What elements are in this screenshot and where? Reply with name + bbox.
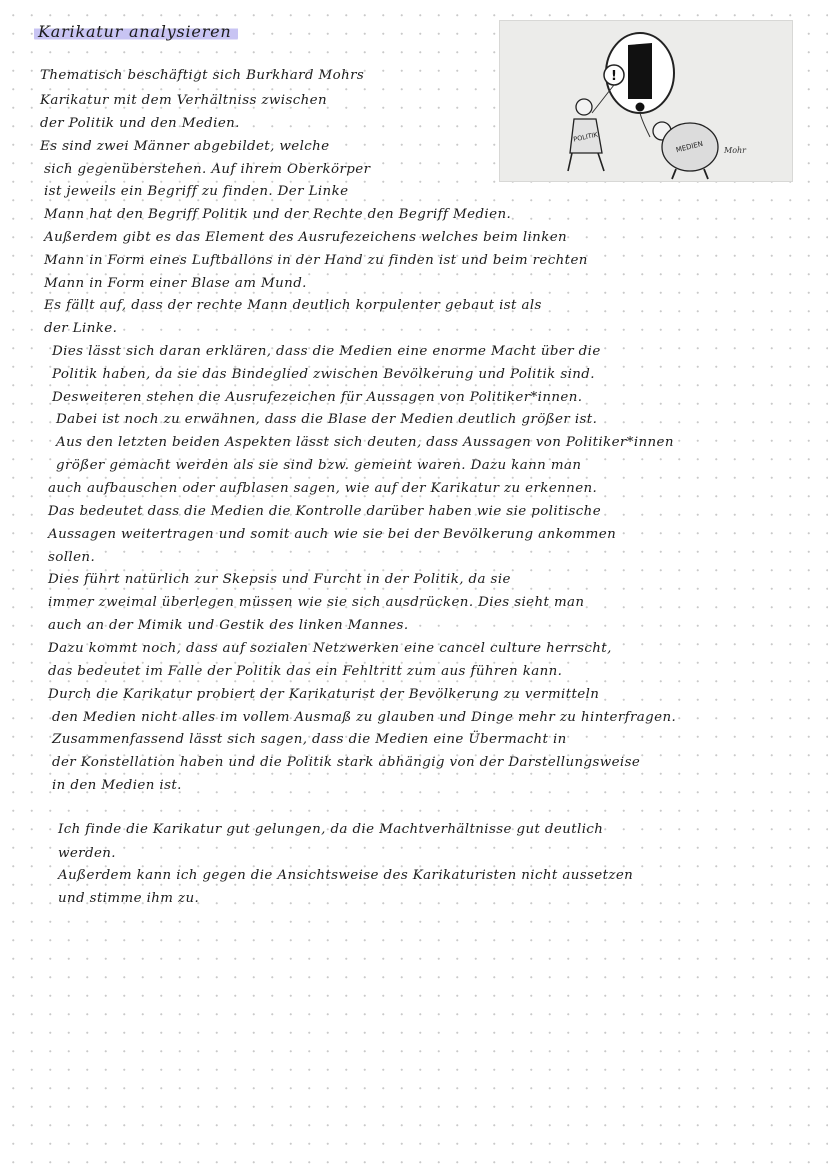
text-line: Es fällt auf, dass der rechte Mann deutlich korpulenter gebaut ist als <box>44 298 542 313</box>
text-line: Mann in Form einer Blase am Mund. <box>44 276 307 291</box>
text-line: werden. <box>58 846 116 861</box>
label-medien: MEDIEN <box>675 139 704 155</box>
text-line: auch aufbauschen oder aufblasen sagen, wie auf der Karikatur zu erkennen. <box>48 481 598 496</box>
text-line: sich gegenüberstehen. Auf ihrem Oberkörper <box>44 162 371 177</box>
text-line: größer gemacht werden als sie sind bzw. gemeint waren. Dazu kann man <box>56 458 582 473</box>
text-line: Desweiteren stehen die Ausrufezeichen für Aussagen von Politiker*innen. <box>52 390 583 405</box>
text-line: der Konstellation haben und die Politik stark abhängig von der Darstellungsweise <box>52 755 641 770</box>
text-line: Mann hat den Begriff Politik und der Rechte den Begriff Medien. <box>44 207 512 222</box>
text-line: das bedeutet im Falle der Politik das ein Fehltritt zum aus führen kann. <box>48 664 563 679</box>
text-line: Aussagen weitertragen und somit auch wie sie bei der Bevölkerung ankommen <box>48 527 617 542</box>
caricature-drawing <box>500 21 792 181</box>
caricature-image <box>499 20 793 182</box>
text-line: Aus den letzten beiden Aspekten lässt sich deuten, dass Aussagen von Politiker*innen <box>56 435 674 450</box>
text-line: in den Medien ist. <box>52 778 182 793</box>
svg-text:!: ! <box>611 69 617 84</box>
text-line: Dies lässt sich daran erklären, dass die Medien eine enorme Macht über die <box>52 344 601 359</box>
label-politik: POLITIK <box>572 130 599 144</box>
text-line: Thematisch beschäftigt sich Burkhard Mohrs <box>40 68 365 83</box>
text-line: Dies führt natürlich zur Skepsis und Furcht in der Politik, da sie <box>48 572 511 587</box>
text-line: Durch die Karikatur probiert der Karikaturist der Bevölkerung zu vermitteln <box>48 687 600 702</box>
text-line: Außerdem kann ich gegen die Ansichtsweise des Karikaturisten nicht aussetzen <box>58 868 634 883</box>
text-line: ist jeweils ein Begriff zu finden. Der Linke <box>44 184 349 199</box>
text-line: auch an der Mimik und Gestik des linken Mannes. <box>48 618 409 633</box>
text-line: Das bedeutet dass die Medien die Kontrolle darüber haben wie sie politische <box>48 504 602 519</box>
page-title: Karikatur analysieren <box>34 22 238 41</box>
text-line: Mann in Form eines Luftballons in der Hand zu finden ist und beim rechten <box>44 253 588 268</box>
text-line: Ich finde die Karikatur gut gelungen, da die Machtverhältnisse gut deutlich <box>58 822 604 837</box>
text-line: der Linke. <box>44 321 118 336</box>
text-line: Karikatur mit dem Verhältniss zwischen <box>40 93 327 108</box>
text-line: Außerdem gibt es das Element des Ausrufezeichens welches beim linken <box>44 230 568 245</box>
text-line: immer zweimal überlegen müssen wie sie sich ausdrücken. Dies sieht man <box>48 595 585 610</box>
text-line: der Politik und den Medien. <box>40 116 240 131</box>
text-line: und stimme ihm zu. <box>58 891 200 906</box>
text-line: Es sind zwei Männer abgebildet, welche <box>40 139 330 154</box>
text-line: Dazu kommt noch, dass auf sozialen Netzwerken eine cancel culture herrscht, <box>48 641 612 656</box>
text-line: den Medien nicht alles im vollem Ausmaß zu glauben und Dinge mehr zu hinterfragen. <box>52 710 677 725</box>
artist-signature: Mohr <box>724 146 746 155</box>
text-line: Dabei ist noch zu erwähnen, dass die Blase der Medien deutlich größer ist. <box>56 412 598 427</box>
text-line: Zusammenfassend lässt sich sagen, dass die Medien eine Übermacht in <box>52 732 567 747</box>
text-line: Politik haben, da sie das Bindeglied zwischen Bevölkerung und Politik sind. <box>52 367 595 382</box>
text-line: sollen. <box>48 550 96 565</box>
